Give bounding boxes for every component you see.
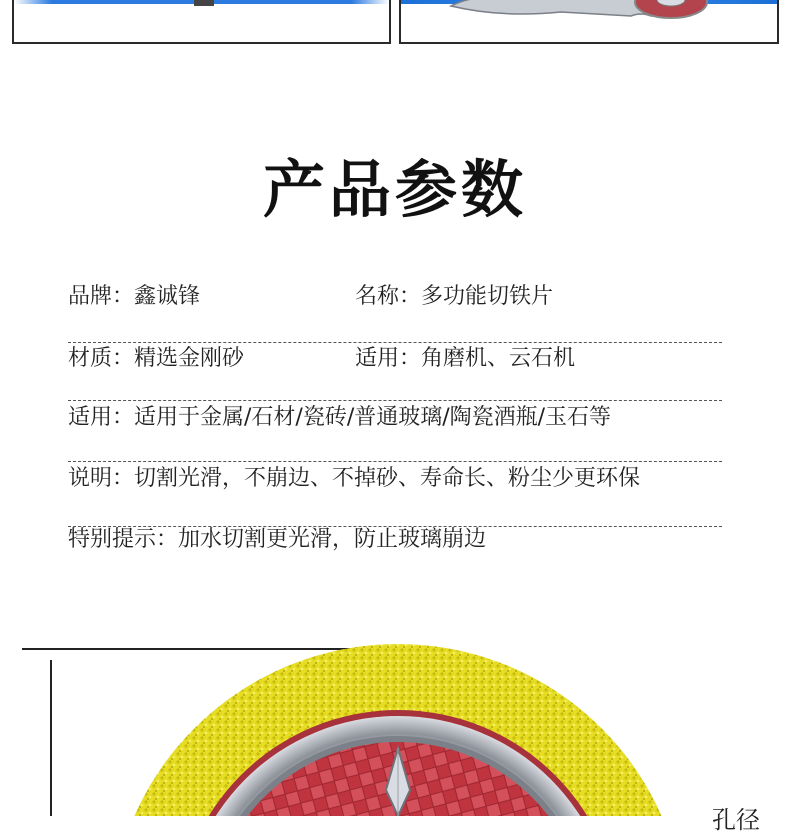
spec-row — [68, 462, 722, 527]
spec-name: 名称：多功能切铁片 — [355, 284, 554, 309]
spec-brand: 品牌：鑫诚锋 — [68, 284, 201, 309]
spec-row — [68, 342, 722, 401]
spec-material: 材质：精选金刚砂 — [68, 346, 245, 371]
spec-row — [68, 282, 722, 343]
spec-description: 说明：切割光滑，不崩边、不掉砂、寿命长、粉尘少更环保 — [68, 466, 641, 491]
blade-base-icon — [54, 0, 354, 22]
spec-row — [68, 401, 722, 462]
cutting-disc-icon — [441, 0, 741, 22]
spec-row — [68, 525, 722, 585]
spec-applications: 适用：适用于金属/石材/瓷砖/普通玻璃/陶瓷酒瓶/玉石等 — [68, 405, 612, 430]
product-image-frame-right — [399, 0, 779, 44]
cutting-disc-illustration — [0, 640, 790, 816]
spec-tools: 适用：角磨机、云石机 — [355, 346, 576, 371]
page-title: 产品参数 — [262, 153, 527, 226]
product-image-frame-left — [12, 0, 391, 44]
spec-special-tip: 特别提示：加水切割更光滑，防止玻璃崩边 — [68, 527, 487, 552]
hole-diameter-label: 孔径 — [712, 806, 760, 834]
